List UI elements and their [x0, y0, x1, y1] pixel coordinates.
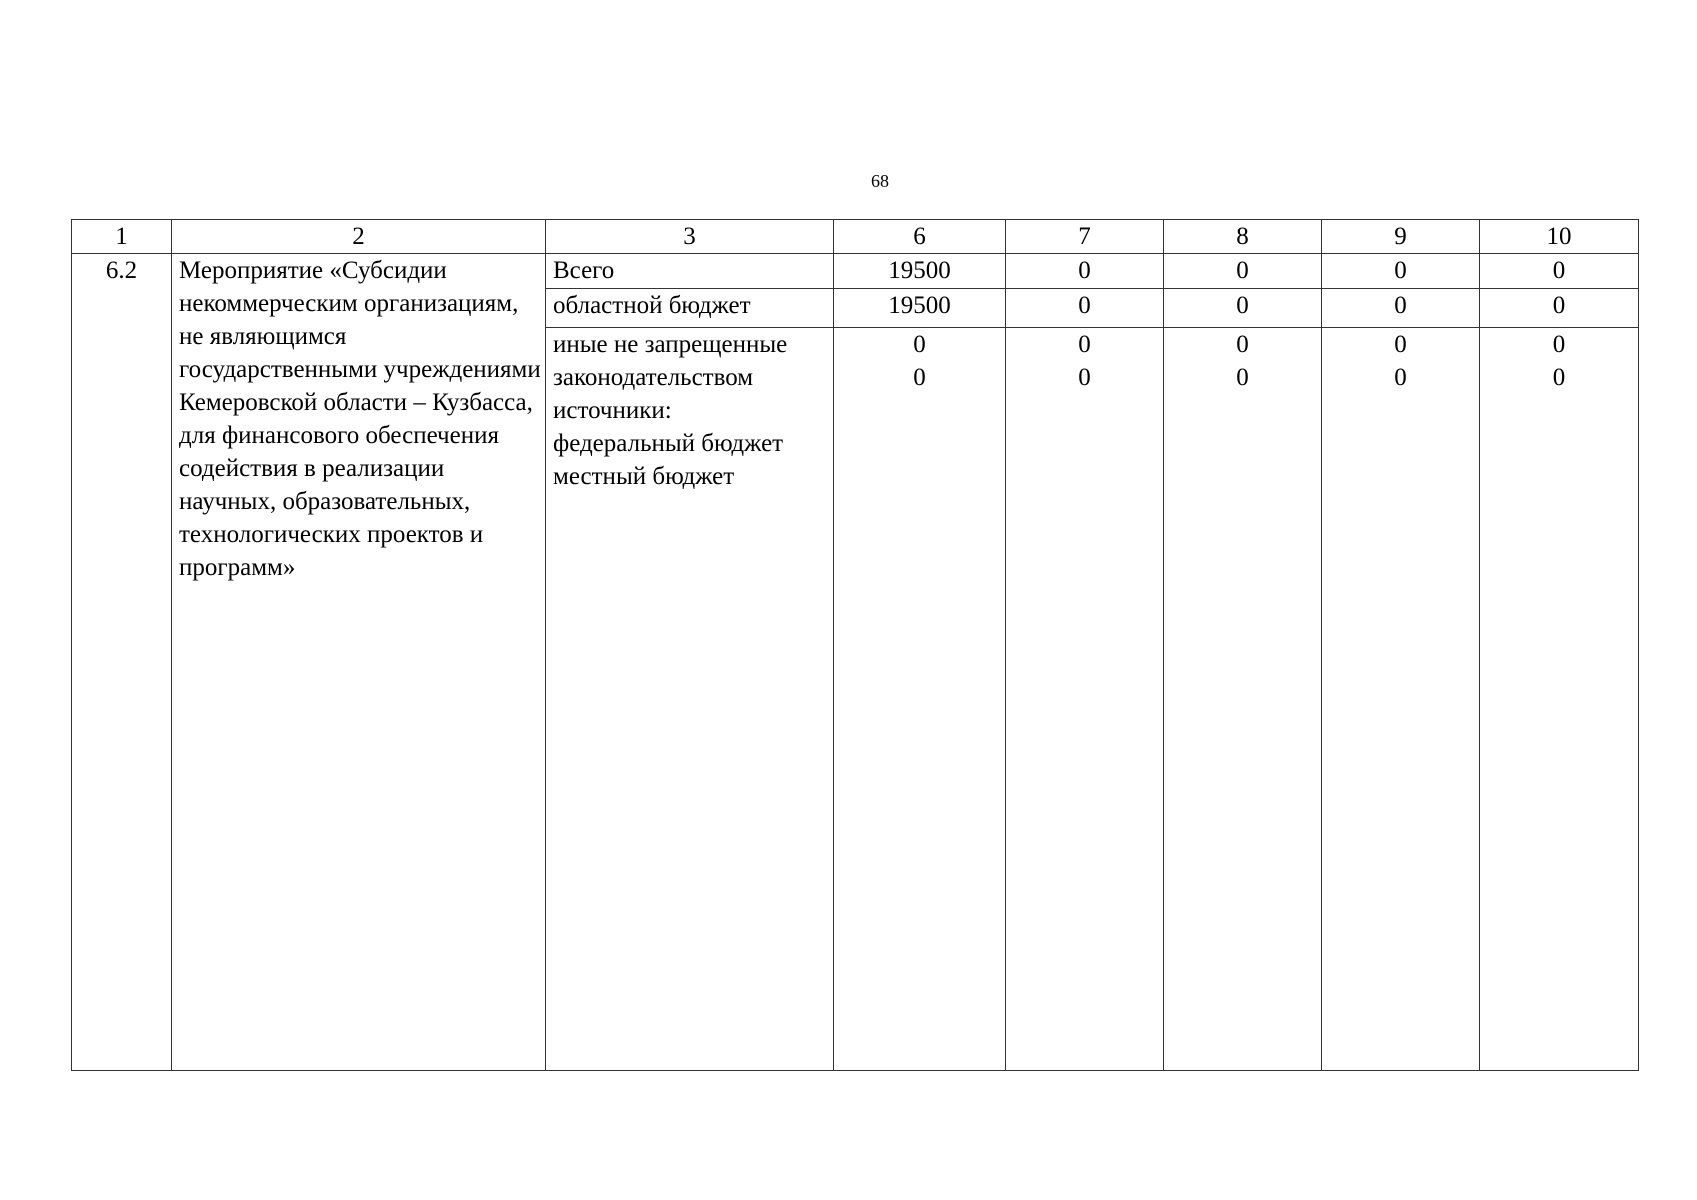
federal-value: 0 [1552, 331, 1566, 358]
budget-table [71, 219, 1639, 1071]
header-cell: 9 [1322, 220, 1480, 254]
value-cell: 19500 [834, 254, 1006, 289]
value-cell: 0 [1322, 289, 1480, 328]
header-cell: 3 [546, 220, 834, 254]
value-cell: 0 [1480, 289, 1639, 328]
value-cell: 0 [1164, 289, 1322, 328]
table-header-row [72, 220, 1639, 254]
local-value: 0 [1078, 364, 1091, 391]
value-cell [834, 328, 1006, 1071]
value-cell: 0 [1322, 254, 1480, 289]
header-cell: 8 [1164, 220, 1322, 254]
value-cell: 0 [1480, 254, 1639, 289]
table-row-total [72, 254, 1639, 289]
item-number: 6.2 [72, 254, 172, 1071]
header-cell: 6 [834, 220, 1006, 254]
item-description: Мероприятие «Субсидии некоммерческим организациям, не являющимся государственными учреждениями Кемеровской области – Кузбасса, для финансового обеспечения содействия в реализации научных, образовательных, технологических проектов и программ» [172, 254, 546, 1071]
header-cell: 10 [1480, 220, 1639, 254]
header-cell: 7 [1006, 220, 1164, 254]
local-value: 0 [1552, 364, 1566, 391]
federal-value: 0 [1394, 331, 1407, 358]
row-label-regional: областной бюджет [546, 289, 834, 328]
row-label-other-sources [546, 328, 834, 1071]
page-number: 68 [871, 171, 889, 191]
value-cell [1480, 328, 1639, 1071]
other-sources-label: иные не запрещенные законодательством источники: [553, 331, 788, 424]
value-cell [1164, 328, 1322, 1071]
value-cell: 0 [1164, 254, 1322, 289]
federal-value: 0 [1078, 331, 1091, 358]
value-cell: 0 [1006, 289, 1164, 328]
header-cell: 1 [72, 220, 172, 254]
value-cell [1322, 328, 1480, 1071]
value-cell [1006, 328, 1164, 1071]
local-value: 0 [913, 364, 926, 391]
header-cell: 2 [172, 220, 546, 254]
federal-budget-label: федеральный бюджет [553, 430, 784, 457]
local-value: 0 [1236, 364, 1249, 391]
row-label-total: Всего [546, 254, 834, 289]
local-value: 0 [1394, 364, 1407, 391]
local-budget-label: местный бюджет [553, 463, 735, 490]
federal-value: 0 [1236, 331, 1249, 358]
value-cell: 19500 [834, 289, 1006, 328]
federal-value: 0 [913, 331, 926, 358]
value-cell: 0 [1006, 254, 1164, 289]
